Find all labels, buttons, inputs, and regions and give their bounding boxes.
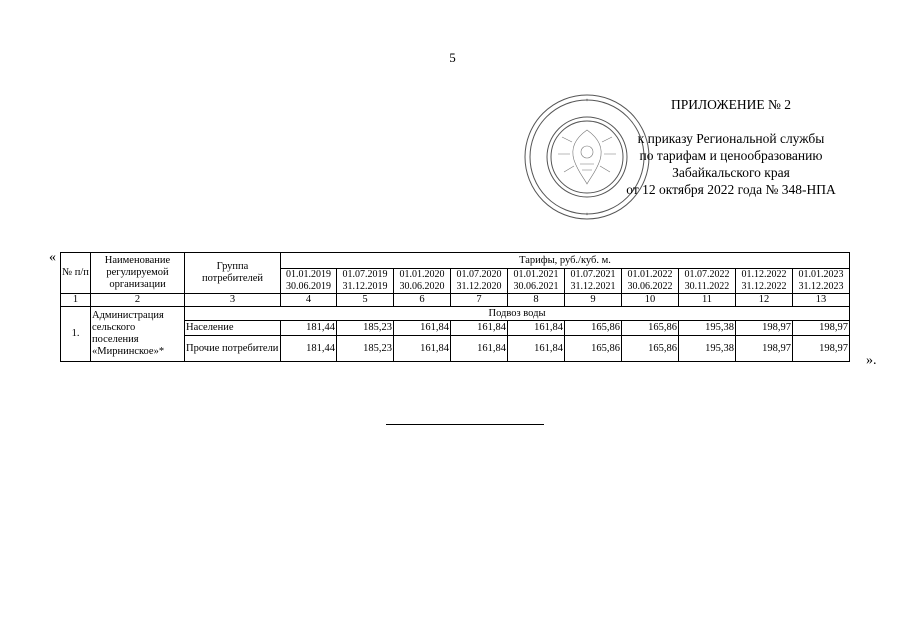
tariff-value: 198,97 <box>736 336 793 362</box>
tariff-value: 195,38 <box>679 336 736 362</box>
column-number: 12 <box>736 294 793 307</box>
tariff-value: 185,23 <box>337 321 394 336</box>
tariff-value: 161,84 <box>451 336 508 362</box>
period-cell: 01.12.2022 31.12.2022 <box>736 269 793 294</box>
consumer-group: Прочие потребители <box>185 336 281 362</box>
tariff-value: 181,44 <box>281 321 337 336</box>
period-cell: 01.07.2019 31.12.2019 <box>337 269 394 294</box>
column-number: 3 <box>185 294 281 307</box>
column-number: 5 <box>337 294 394 307</box>
tariff-table <box>60 252 850 362</box>
appendix-block <box>596 96 866 198</box>
column-number: 8 <box>508 294 565 307</box>
tariff-value: 185,23 <box>337 336 394 362</box>
column-number: 7 <box>451 294 508 307</box>
column-number: 9 <box>565 294 622 307</box>
header-tariffs: Тарифы, руб./куб. м. <box>281 253 850 269</box>
tariff-value: 161,84 <box>508 336 565 362</box>
column-number: 6 <box>394 294 451 307</box>
page-number: 5 <box>449 50 456 65</box>
appendix-line: к приказу Региональной службы <box>637 131 825 146</box>
column-number: 2 <box>91 294 185 307</box>
organization-name: Администрация сельского поселения «Мирнинское»* <box>91 307 185 362</box>
period-cell: 01.07.2022 30.11.2022 <box>679 269 736 294</box>
tariff-value: 165,86 <box>565 336 622 362</box>
tariff-value: 161,84 <box>451 321 508 336</box>
footer-divider <box>386 424 544 425</box>
header-group: Группа потребителей <box>185 253 281 294</box>
period-cell: 01.01.2021 30.06.2021 <box>508 269 565 294</box>
tariff-value: 198,97 <box>793 336 850 362</box>
period-cell: 01.07.2021 31.12.2021 <box>565 269 622 294</box>
tariff-value: 165,86 <box>622 336 679 362</box>
tariff-value: 198,97 <box>793 321 850 336</box>
period-cell: 01.07.2020 31.12.2020 <box>451 269 508 294</box>
column-number: 10 <box>622 294 679 307</box>
column-number: 13 <box>793 294 850 307</box>
period-cell: 01.01.2019 30.06.2019 <box>281 269 337 294</box>
consumer-group: Население <box>185 321 281 336</box>
period-cell: 01.01.2020 30.06.2020 <box>394 269 451 294</box>
tariff-value: 161,84 <box>394 336 451 362</box>
tariff-value: 161,84 <box>394 321 451 336</box>
appendix-line: Забайкальского края <box>672 165 790 180</box>
period-cell: 01.01.2023 31.12.2023 <box>793 269 850 294</box>
column-number: 11 <box>679 294 736 307</box>
column-number: 4 <box>281 294 337 307</box>
service-type: Подвоз воды <box>185 307 850 321</box>
tariff-value: 198,97 <box>736 321 793 336</box>
opening-quote: « <box>49 250 56 265</box>
appendix-line: от 12 октября 2022 года № 348-НПА <box>626 182 836 197</box>
header-org: Наименование регулируемой организации <box>91 253 185 294</box>
header-num: № п/п <box>61 253 91 294</box>
appendix-line: по тарифам и ценообразованию <box>639 148 823 163</box>
period-cell: 01.01.2022 30.06.2022 <box>622 269 679 294</box>
tariff-value: 165,86 <box>565 321 622 336</box>
appendix-title: ПРИЛОЖЕНИЕ № 2 <box>670 97 792 112</box>
row-number: 1. <box>61 307 91 362</box>
tariff-value: 195,38 <box>679 321 736 336</box>
tariff-value: 165,86 <box>622 321 679 336</box>
closing-quote: ». <box>866 353 877 368</box>
tariff-value: 161,84 <box>508 321 565 336</box>
column-number: 1 <box>61 294 91 307</box>
tariff-value: 181,44 <box>281 336 337 362</box>
